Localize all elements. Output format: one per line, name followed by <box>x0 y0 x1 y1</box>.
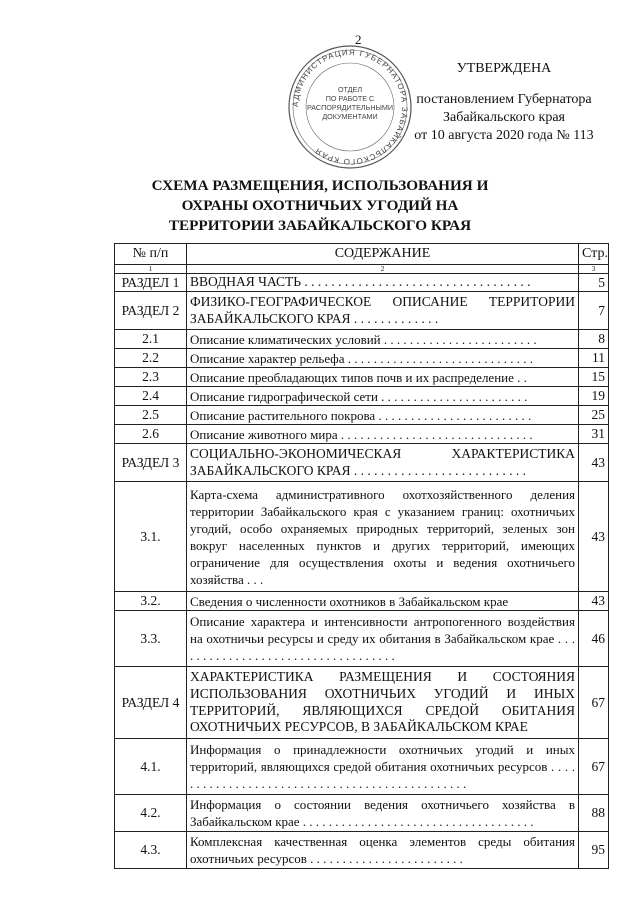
row-number: РАЗДЕЛ 3 <box>115 444 187 482</box>
row-page: 7 <box>579 292 609 330</box>
row-page: 25 <box>579 406 609 425</box>
row-number: 4.2. <box>115 795 187 832</box>
row-page: 11 <box>579 349 609 368</box>
row-number: 2.5 <box>115 406 187 425</box>
row-page: 43 <box>579 592 609 611</box>
row-content: Описание преобладающих типов почв и их распределение . . <box>187 368 579 387</box>
row-content: Описание характера и интенсивности антропогенного воздействия на охотничьи ресурсы и среду их обитания в Забайкальском крае . . . . . . . . . . . . . . . . . . . . . . . . . . . . . . . . . . . <box>187 611 579 667</box>
approval-heading: УТВЕРЖДЕНА <box>456 61 552 76</box>
approval-line-2: Забайкальского края <box>442 110 565 125</box>
row-content: ВВОДНАЯ ЧАСТЬ . . . . . . . . . . . . . . . . . . . . . . . . . . . . . . . . . . <box>187 274 579 292</box>
row-content: ФИЗИКО-ГЕОГРАФИЧЕСКОЕ ОПИСАНИЕ ТЕРРИТОРИИ ЗАБАЙКАЛЬСКОГО КРАЯ . . . . . . . . . . . . . <box>187 292 579 330</box>
row-number: РАЗДЕЛ 1 <box>115 274 187 292</box>
approval-block <box>414 60 594 145</box>
table-row <box>115 330 609 349</box>
table-row <box>115 832 609 869</box>
table-row <box>115 482 609 592</box>
row-number: 3.2. <box>115 592 187 611</box>
header-row <box>115 244 609 265</box>
row-content: Описание климатических условий . . . . . . . . . . . . . . . . . . . . . . . . <box>187 330 579 349</box>
page-number: 2 <box>355 32 362 47</box>
title-line-1: СХЕМА РАЗМЕЩЕНИЯ, ИСПОЛЬЗОВАНИЯ И <box>151 177 489 194</box>
row-content: Комплексная качественная оценка элементов среды обитания охотничьих ресурсов . . . . . . . . . . . . . . . . . . . . . . . . <box>187 832 579 869</box>
row-content: Сведения о численности охотников в Забайкальском крае <box>187 592 579 611</box>
row-page: 15 <box>579 368 609 387</box>
row-page: 8 <box>579 330 609 349</box>
header-page: Стр. <box>579 244 609 265</box>
table-row <box>115 611 609 667</box>
table-row <box>115 406 609 425</box>
row-content: Карта-схема административного охотхозяйственного деления территории Забайкальского края с указанием границ: охотничьих угодий, особо охраняемых природных территорий, зеленых зон вокруг населенных пунктов и других территорий, имеющих ограничение для осуществления охоты и ведения охотничьего хозяйства . . . <box>187 482 579 592</box>
row-page: 43 <box>579 482 609 592</box>
row-number: 2.1 <box>115 330 187 349</box>
row-number: 3.1. <box>115 482 187 592</box>
table-row <box>115 795 609 832</box>
svg-text:АДМИНИСТРАЦИЯ ГУБЕРНАТОРА ЗАБА: АДМИНИСТРАЦИЯ ГУБЕРНАТОРА ЗАБАЙКАЛЬСКОГО КРАЯ <box>290 47 410 167</box>
row-number: 3.3. <box>115 611 187 667</box>
column-number-row <box>115 265 609 274</box>
row-content: Информация о принадлежности охотничьих угодий и иных территорий, являющихся средой обитания охотничьих ресурсов . . . . . . . . . . . . . . . . . . . . . . . . . . . . . . . . . . . . . . . . . . . . . . . <box>187 739 579 795</box>
row-content: Описание характер рельефа . . . . . . . . . . . . . . . . . . . . . . . . . . . . . <box>187 349 579 368</box>
table-row <box>115 425 609 444</box>
document-title <box>120 176 520 236</box>
row-page: 46 <box>579 611 609 667</box>
table-row <box>115 368 609 387</box>
row-page: 43 <box>579 444 609 482</box>
row-number: РАЗДЕЛ 4 <box>115 667 187 739</box>
row-content: СОЦИАЛЬНО-ЭКОНОМИЧЕСКАЯ ХАРАКТЕРИСТИКА ЗАБАЙКАЛЬСКОГО КРАЯ . . . . . . . . . . . . . . . . . . . . . . . . . . <box>187 444 579 482</box>
row-number: РАЗДЕЛ 2 <box>115 292 187 330</box>
header-number: № п/п <box>115 244 187 265</box>
row-number: 2.6 <box>115 425 187 444</box>
table-row <box>115 349 609 368</box>
table-row <box>115 592 609 611</box>
row-page: 67 <box>579 667 609 739</box>
title-line-2: ОХРАНЫ ОХОТНИЧЬИХ УГОДИЙ НА <box>181 197 459 214</box>
header-content: СОДЕРЖАНИЕ <box>187 244 579 265</box>
row-content: Описание растительного покрова . . . . . . . . . . . . . . . . . . . . . . . . <box>187 406 579 425</box>
row-content: Описание гидрографической сети . . . . . . . . . . . . . . . . . . . . . . . <box>187 387 579 406</box>
row-page: 67 <box>579 739 609 795</box>
row-number: 2.3 <box>115 368 187 387</box>
row-number: 4.3. <box>115 832 187 869</box>
official-seal-stamp <box>285 42 415 172</box>
row-number: 4.1. <box>115 739 187 795</box>
table-row <box>115 667 609 739</box>
table-row <box>115 387 609 406</box>
table-row <box>115 444 609 482</box>
row-number: 2.2 <box>115 349 187 368</box>
row-page: 5 <box>579 274 609 292</box>
table-row <box>115 274 609 292</box>
approval-line-3: от 10 августа 2020 года № 113 <box>414 128 594 143</box>
column-number: 3 <box>579 265 609 274</box>
row-content: ХАРАКТЕРИСТИКА РАЗМЕЩЕНИЯ И СОСТОЯНИЯ ИСПОЛЬЗОВАНИЯ ОХОТНИЧЬИХ УГОДИЙ И ИНЫХ ТЕРРИТОРИЙ, ЯВЛЯЮЩИХСЯ СРЕДОЙ ОБИТАНИЯ ОХОТНИЧЬИХ РЕСУРСОВ, В ЗАБАЙКАЛЬСКОМ КРАЕ <box>187 667 579 739</box>
row-content: Информация о состоянии ведения охотничьего хозяйства в Забайкальском крае . . . . . . . . . . . . . . . . . . . . . . . . . . . . . . . . . . . . <box>187 795 579 832</box>
row-page: 95 <box>579 832 609 869</box>
title-line-3: ТЕРРИТОРИИ ЗАБАЙКАЛЬСКОГО КРАЯ <box>168 217 472 234</box>
row-page: 19 <box>579 387 609 406</box>
row-content: Описание животного мира . . . . . . . . . . . . . . . . . . . . . . . . . . . . . . <box>187 425 579 444</box>
svg-text:ОТДЕЛПО РАБОТЕ СРАСПОРЯДИТЕЛЬН: ОТДЕЛ ПО РАБОТЕ С РАСПОРЯДИТЕЛЬНЫМИ ДОКУМЕНТАМИ <box>306 85 394 121</box>
row-number: 2.4 <box>115 387 187 406</box>
row-page: 31 <box>579 425 609 444</box>
column-number: 1 <box>115 265 187 274</box>
table-row <box>115 292 609 330</box>
column-number: 2 <box>187 265 579 274</box>
table-row <box>115 739 609 795</box>
table-of-contents <box>114 243 609 869</box>
approval-line-1: постановлением Губернатора <box>416 92 592 107</box>
row-page: 88 <box>579 795 609 832</box>
